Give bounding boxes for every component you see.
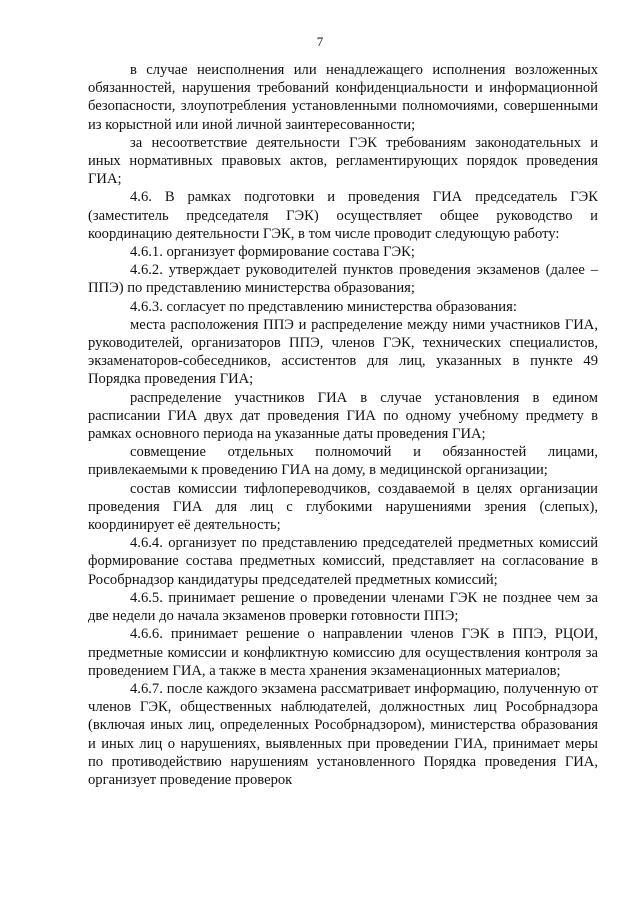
paragraph: за несоответствие деятельности ГЭК требованиям законодательных и иных нормативных правовых актов, регламентирующих порядок проведения ГИА; xyxy=(88,134,598,188)
paragraph: 4.6.7. после каждого экзамена рассматривает информацию, полученную от членов ГЭК, общественных наблюдателей, должностных лиц Рособрнадзора (включая иных лиц, определенных Рособрнадзором), министерства образования и иных лиц о нарушениях, выявленных при проведении ГИА, принимает меры по противодействию нарушениям установленного Порядка проведения ГИА, организует проведение проверок xyxy=(88,680,598,788)
paragraph: в случае неисполнения или ненадлежащего исполнения возложенных обязанностей, нарушения требований конфиденциальности и информационной безопасности, злоупотребления установленными полномочиями, совершенными из корыстной или иной личной заинтересованности; xyxy=(88,62,598,133)
paragraph: распределение участников ГИА в случае установления в едином расписании ГИА двух дат проведения ГИА по одному учебному предмету в рамках основного периода на указанные даты проведения ГИА; xyxy=(88,389,598,443)
paragraph: места расположения ППЭ и распределение между ними участников ГИА, руководителей, организаторов ППЭ, членов ГЭК, технических специалистов, экзаменаторов-собеседников, ассистентов для лиц, указанных в пункте 49 Порядка проведения ГИА; xyxy=(88,316,598,388)
paragraph: 4.6.2. утверждает руководителей пунктов проведения экзаменов (далее – ППЭ) по представлению министерства образования; xyxy=(88,262,598,297)
paragraph: 4.6. В рамках подготовки и проведения ГИА председатель ГЭК (заместитель председателя ГЭК) осуществляет общее руководство и координацию деятельности ГЭК, в том числе проводит следующую работу: xyxy=(88,189,598,242)
paragraph: совмещение отдельных полномочий и обязанностей лицами, привлекаемыми к проведению ГИА на дому, в медицинской организации; xyxy=(88,444,598,479)
paragraph: 4.6.5. принимает решение о проведении членами ГЭК не позднее чем за две недели до начала экзаменов проверки готовности ППЭ; xyxy=(88,589,598,625)
paragraph: 4.6.6. принимает решение о направлении членов ГЭК в ППЭ, РЦОИ, предметные комиссии и конфликтную комиссию для осуществления контроля за проведением ГИА, а также в места хранения экзаменационных материалов; xyxy=(88,626,598,679)
document-body xyxy=(88,61,598,789)
paragraph: 4.6.3. согласует по представлению министерства образования: xyxy=(130,298,517,315)
page-number: 7 xyxy=(316,34,324,49)
paragraph: 4.6.1. организует формирование состава ГЭК; xyxy=(130,244,415,261)
paragraph: состав комиссии тифлопереводчиков, создаваемой в целях организации проведения ГИА для лиц с глубокими нарушениями зрения (слепых), координирует её деятельность; xyxy=(88,480,598,534)
paragraph: 4.6.4. организует по представлению председателей предметных комиссий формирование состава предметных комиссий, представляет на согласование в Рособрнадзор кандидатуры председателей предметных комиссий; xyxy=(88,535,598,588)
